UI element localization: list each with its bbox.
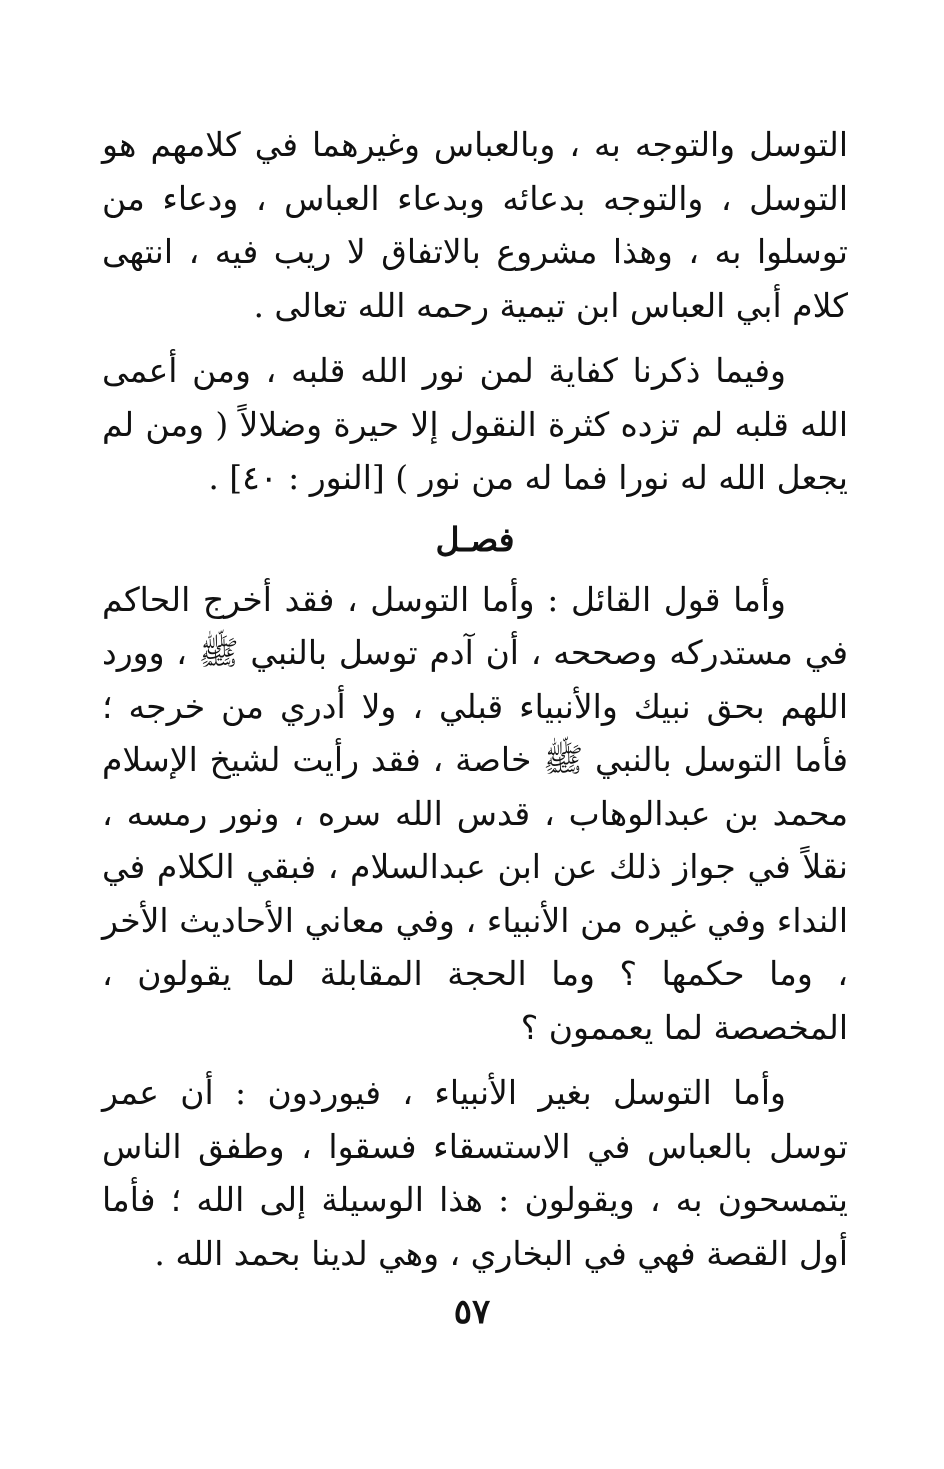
section-heading: فصـل <box>435 519 515 559</box>
page-number: ٥٧ <box>453 1292 491 1332</box>
paragraph-quran-citation: وفيما ذكرنا كفاية لمن نور الله قلبه ، ومن أعمى الله قلبه لم تزده كثرة النقول إلا حيرة وضلالاً ( ومن لم يجعل الله له نورا فما له من نور ) [النور : ٤٠] . <box>102 351 848 497</box>
paragraph-questioner-statement: وأما قول القائل : وأما التوسل ، فقد أخرج الحاكم في مستدركه وصححه ، أن آدم توسل بالنبي ﷺ ، وورد اللهم بحق نبيك والأنبياء قبلي ، ولا أدري من خرجه ؛ فأما التوسل بالنبي ﷺ خاصة ، فقد رأيت لشيخ الإسلام محمد بن عبدالوهاب ، قدس الله سره ، ونور رمسه ، نقلاً في جواز ذلك عن ابن عبدالسلام ، فبقي الكلام في النداء وفي غيره من الأنبياء ، وفي معاني الأحاديث الأخر ، وما حكمها ؟ وما الحجة المقابلة لما يقولون ، المخصصة لما يعممون ؟ <box>102 579 848 1047</box>
paragraph-spacer <box>102 332 848 344</box>
paragraph-tawassul-non-prophets: وأما التوسل بغير الأنبياء ، فيوردون : أن عمر توسل بالعباس في الاستسقاء فسقوا ، وطفق الناس يتمسحون به ، ويقولون : هذا الوسيلة إلى الله ؛ فأما أول القصة فهي في البخاري ، وهي لدينا بحمد الله . <box>102 1073 848 1273</box>
page-body <box>102 118 848 1280</box>
paragraph-ibn-taymiyyah-quote-end: التوسل والتوجه به ، وبالعباس وغيرهما في كلامهم هو التوسل ، والتوجه بدعائه وبدعاء العباس ، ودعاء من توسلوا به ، وهذا مشروع بالاتفاق لا ريب فيه ، انتهى كلام أبي العباس ابن تيمية رحمه الله تعالى . <box>102 125 848 325</box>
paragraph-spacer <box>102 1054 848 1066</box>
